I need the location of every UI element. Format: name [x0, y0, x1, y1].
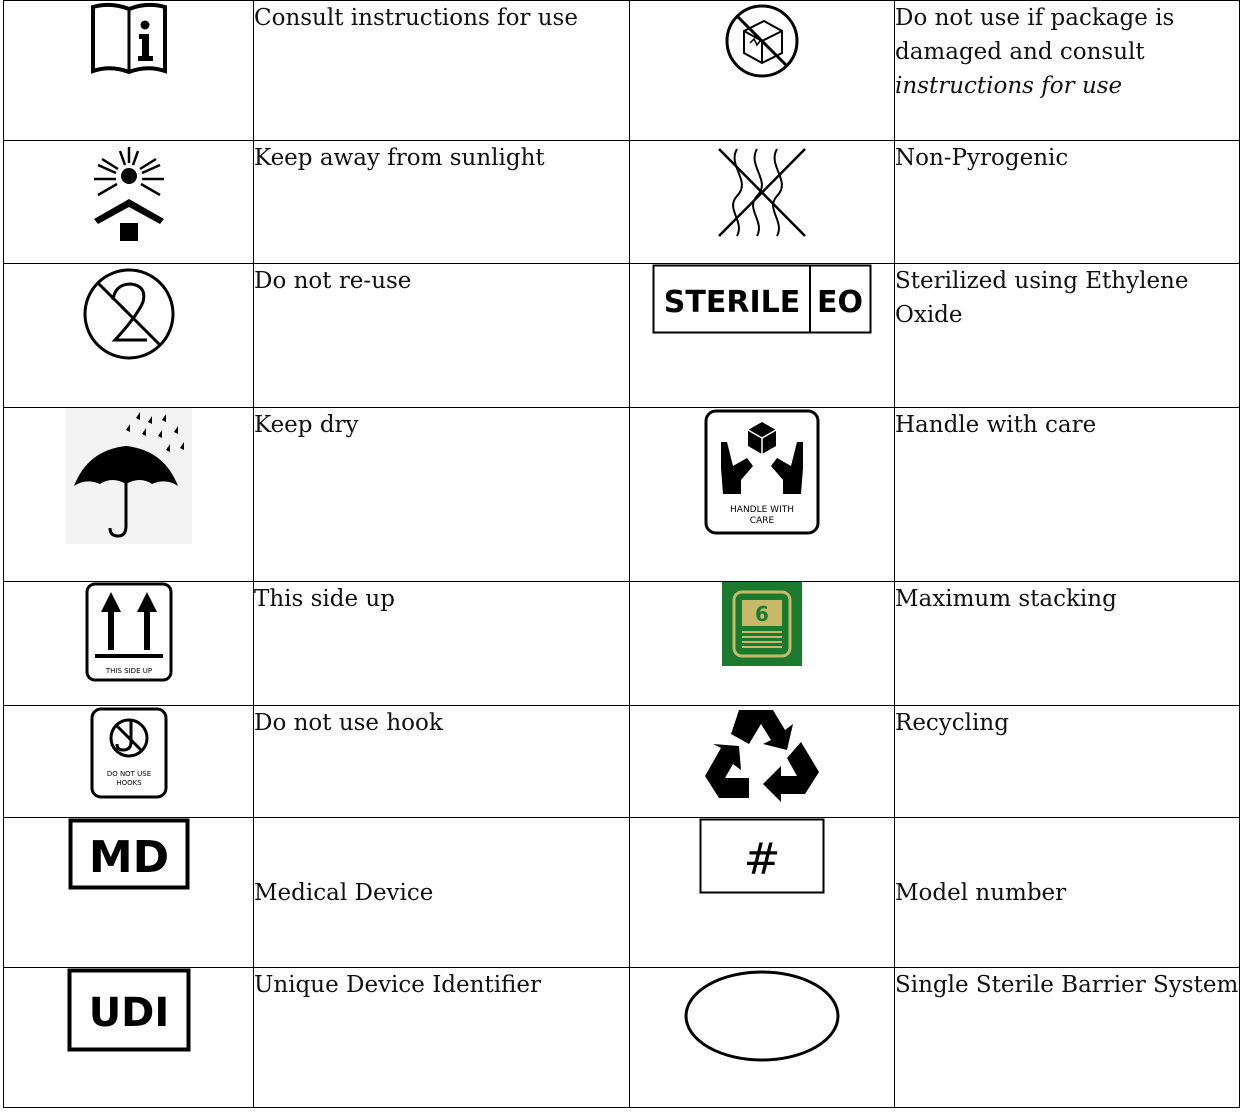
icon-cell [630, 141, 895, 264]
table-row [4, 141, 1240, 264]
symbol-description: Sterilized using Ethylene Oxide [895, 264, 1240, 408]
icon-cell [4, 141, 254, 264]
icon-cell [4, 408, 254, 582]
table-row [4, 968, 1240, 1108]
svg-text:CARE: CARE [749, 516, 775, 526]
symbols-table [3, 0, 1240, 1108]
svg-text:HANDLE WITH: HANDLE WITH [730, 505, 794, 515]
svg-text:DO NOT USE: DO NOT USE [106, 770, 151, 778]
medical-device-md-icon [68, 818, 190, 890]
symbol-description: Model number [895, 818, 1240, 968]
svg-text:6: 6 [755, 602, 769, 626]
symbol-description: Keep away from sunlight [254, 141, 630, 264]
symbol-description: Handle with care [895, 408, 1240, 582]
icon-cell [4, 1, 254, 141]
icon-cell [4, 582, 254, 706]
svg-text:HOOKS: HOOKS [115, 779, 142, 787]
symbol-description: This side up [254, 582, 630, 706]
table-row [4, 264, 1240, 408]
damaged-package-icon [722, 1, 802, 81]
icon-cell [630, 818, 895, 968]
sterile-barrier-oval-icon [682, 968, 842, 1064]
symbol-description: Recycling [895, 706, 1240, 818]
symbol-description: Maximum stacking [895, 582, 1240, 706]
symbol-description: Unique Device Identifier [254, 968, 630, 1108]
symbol-description: Do not re-use [254, 264, 630, 408]
icon-cell [630, 1, 895, 141]
recycling-icon [701, 706, 823, 806]
icon-cell [4, 706, 254, 818]
symbol-description: Consult instructions for use [254, 1, 630, 141]
icon-cell [630, 264, 895, 408]
icon-cell [630, 582, 895, 706]
instructions-info-book-icon [87, 1, 171, 77]
sunlight-keep-away-icon [84, 141, 174, 251]
icon-cell [4, 968, 254, 1108]
do-not-use-hook-icon [89, 706, 169, 800]
symbol-description: Do not use hook [254, 706, 630, 818]
symbol-description: Single Sterile Barrier System [895, 968, 1240, 1108]
table-row [4, 706, 1240, 818]
this-side-up-icon [85, 582, 173, 682]
table-row [4, 818, 1240, 968]
svg-text:EO: EO [817, 285, 863, 320]
do-not-reuse-icon [79, 264, 179, 364]
icon-cell [630, 968, 895, 1108]
udi-icon [67, 968, 191, 1052]
handle-with-care-icon [703, 408, 821, 536]
svg-text:STERILE: STERILE [663, 285, 801, 320]
maximum-stacking-icon [722, 582, 802, 666]
model-number-icon [699, 818, 825, 894]
icon-cell [4, 818, 254, 968]
svg-text:MD: MD [88, 832, 169, 883]
symbol-description: Non-Pyrogenic [895, 141, 1240, 264]
symbol-description: Medical Device [254, 818, 630, 968]
symbol-description: Keep dry [254, 408, 630, 582]
sterile-eo-icon [652, 264, 872, 334]
table-row [4, 1, 1240, 141]
svg-text:UDI: UDI [88, 990, 169, 1036]
icon-cell [630, 408, 895, 582]
symbol-description: Do not use if package is damaged and consult instructions for use [895, 1, 1240, 141]
svg-text:THIS SIDE UP: THIS SIDE UP [105, 667, 152, 675]
icon-cell [630, 706, 895, 818]
svg-text:#: # [743, 834, 781, 885]
icon-cell [4, 264, 254, 408]
keep-dry-umbrella-icon [66, 408, 192, 544]
non-pyrogenic-icon [707, 141, 817, 241]
table-row [4, 582, 1240, 706]
table-row [4, 408, 1240, 582]
